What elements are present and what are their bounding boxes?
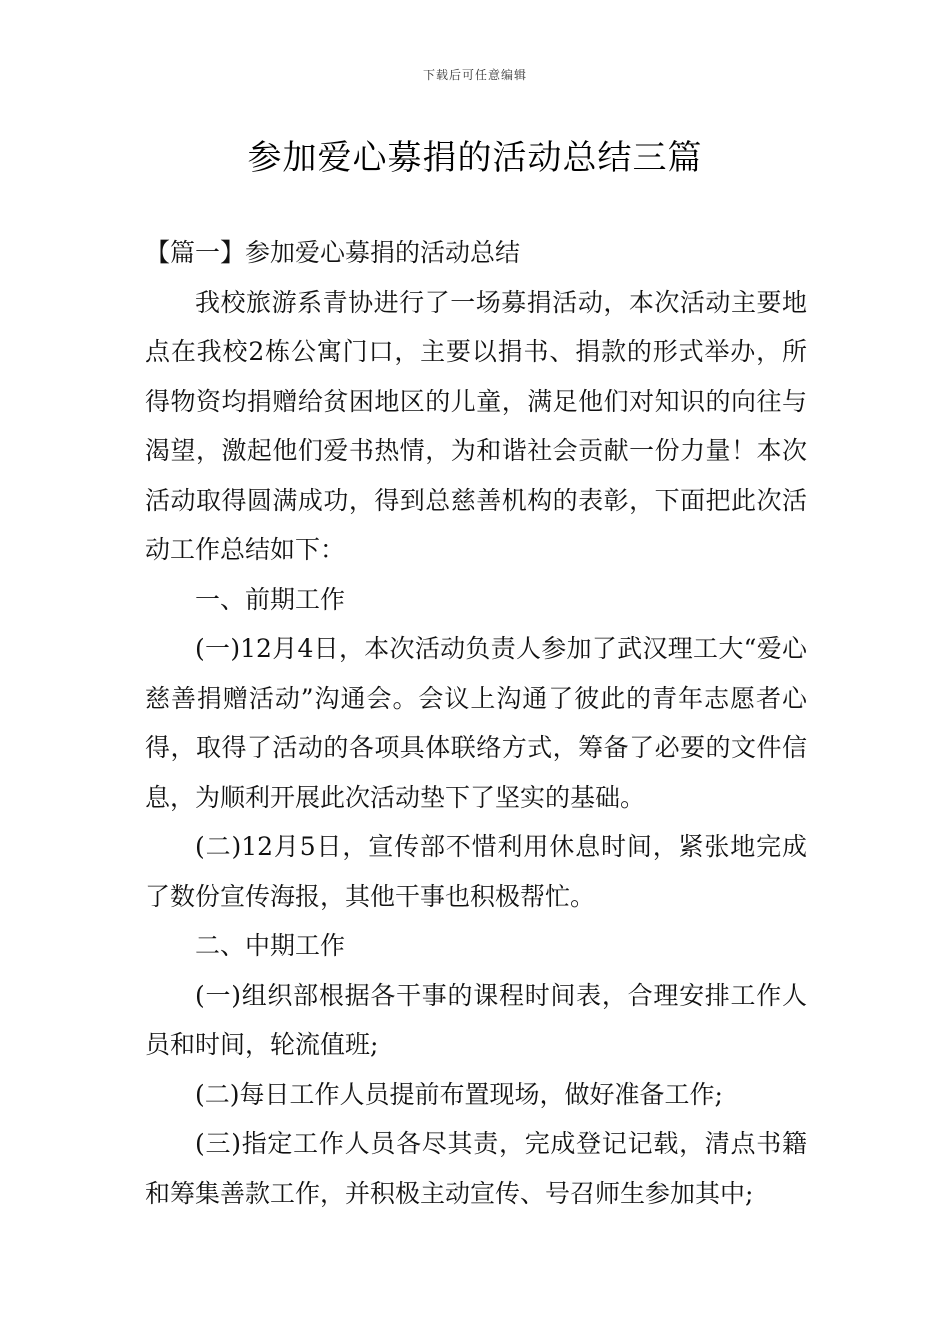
phase2-item-1: (一)组织部根据各干事的课程时间表，合理安排工作人员和时间，轮流值班; [145,980,807,1059]
phase2-item-3: (三)指定工作人员各尽其责，完成登记记载，清点书籍和筹集善款工作，并积极主动宣传、号召师生参加其中; [145,1129,807,1208]
phase1-item-1: (一)12月4日，本次活动负责人参加了武汉理工大“爱心慈善捐赠活动”沟通会。会议上沟通了彼此的青年志愿者心得，取得了活动的各项具体联络方式，筹备了必要的文件信息，为顺利开展此次活动垫下了坚实的基础。 [145,634,807,812]
part-heading: 【篇一】参加爱心募捐的活动总结 [145,238,521,267]
phase2-heading: 二、中期工作 [195,931,346,960]
header-note: 下载后可任意编辑 [422,68,527,82]
phase1-heading: 一、前期工作 [195,584,346,614]
document-body [145,228,807,1218]
intro-paragraph: 我校旅游系青协进行了一场募捐活动，本次活动主要地点在我校2栋公寓门口，主要以捐书、捐款的形式举办，所得物资均捐赠给贫困地区的儿童，满足他们对知识的向往与渴望，激起他们爱书热情，为和谐社会贡献一份力量！本次活动取得圆满成功，得到总慈善机构的表彰，下面把此次活动工作总结如下： [145,287,807,564]
document-title: 参加爱心募捐的活动总结三篇 [247,138,703,178]
phase1-item-2: (二)12月5日，宣传部不惜利用休息时间，紧张地完成了数份宣传海报，其他干事也积极帮忙。 [145,832,807,911]
phase2-item-2: (二)每日工作人员提前布置现场，做好准备工作; [195,1079,723,1109]
